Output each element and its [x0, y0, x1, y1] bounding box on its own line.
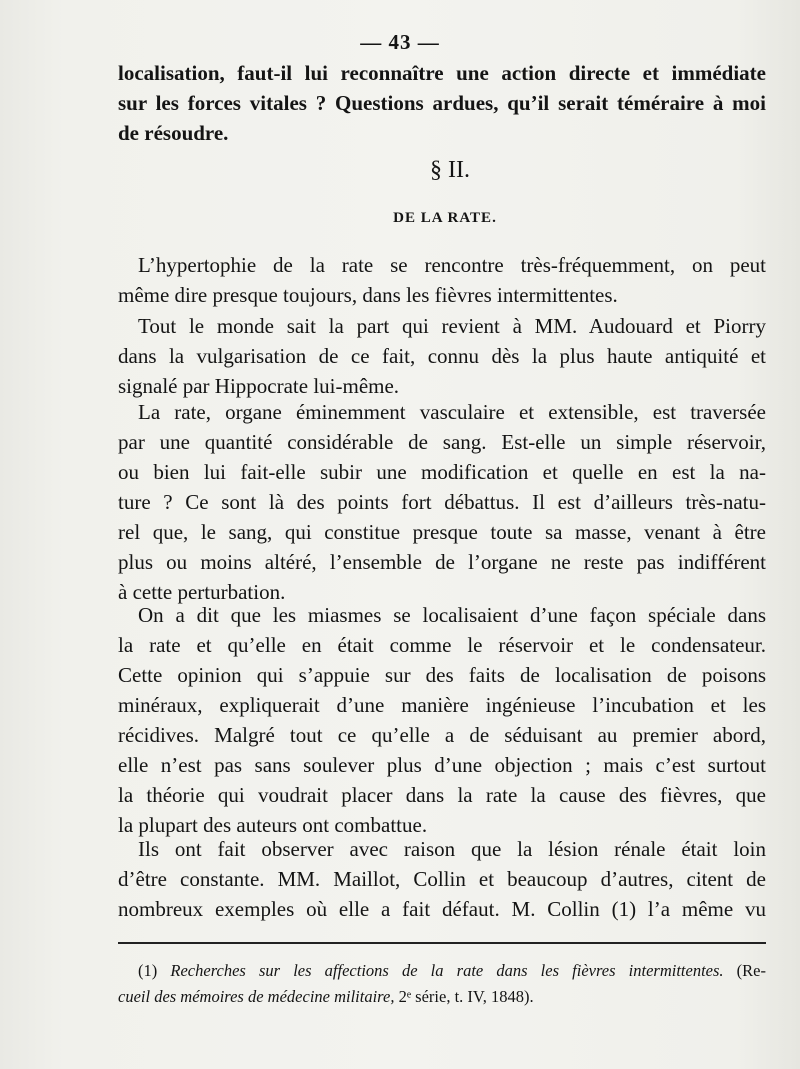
text-line: même dire presque toujours, dans les fièvres intermittentes.: [118, 283, 618, 307]
paragraph: [118, 600, 766, 840]
paragraph: [118, 250, 766, 310]
text-line: Tout le monde sait la part qui revient à MM. Audouard et Piorry: [138, 314, 766, 338]
footnote-marker: (1): [138, 961, 171, 980]
text-line: sur les forces vitales ? Questions ardues, qu’il serait téméraire à moi: [118, 91, 766, 115]
text-line: la plupart des auteurs ont combattue.: [118, 813, 428, 837]
opening-text: [118, 58, 766, 148]
text-line: L’hypertophie de la rate se rencontre très-fréquemment, on peut: [138, 253, 766, 277]
footnote-rule: [118, 942, 766, 944]
text-line: localisation, faut-il lui reconnaître une action directe et immédiate: [118, 61, 766, 85]
text-line: la théorie qui voudrait placer dans la rate la cause des fièvres, que: [118, 783, 766, 807]
text-line: ou bien lui fait-elle subir une modification et quelle en est la na-: [118, 460, 766, 484]
paragraph: [118, 397, 766, 607]
section-number: § II.: [430, 157, 470, 183]
footnote-text: 2ᵉ série, t. IV, 1848).: [394, 987, 534, 1006]
footnote-text: (Re-: [723, 961, 766, 980]
text-line: minéraux, expliquerait d’une manière ingénieuse l’incubation et les: [118, 693, 766, 717]
text-line: d’être constante. MM. Maillot, Collin et beaucoup d’autres, citent de: [118, 867, 766, 891]
text-line: plus ou moins altéré, l’ensemble de l’organe ne reste pas indifférent: [118, 550, 766, 574]
text-line: la rate et qu’elle en était comme le réservoir et le condensateur.: [118, 633, 766, 657]
footnote-source: cueil des mémoires de médecine militaire,: [118, 987, 395, 1006]
paragraph: [118, 311, 766, 401]
text-line: à cette perturbation.: [118, 580, 286, 604]
text-line: signalé par Hippocrate lui-même.: [118, 374, 400, 398]
footnote-title: Recherches sur les affections de la rate dans les fièvres intermittentes.: [170, 961, 724, 980]
text-line: Cette opinion qui s’appuie sur des faits de localisation de poisons: [118, 663, 766, 687]
page-number: — 43 —: [360, 30, 440, 54]
text-line: récidives. Malgré tout ce qu’elle a de séduisant au premier abord,: [118, 723, 766, 747]
text-line: nombreux exemples où elle a fait défaut. M. Collin (1) l’a même vu: [118, 897, 766, 921]
section-title: DE LA RATE.: [393, 210, 497, 226]
text-line: par une quantité considérable de sang. Est-elle un simple réservoir,: [118, 430, 766, 454]
text-line: On a dit que les miasmes se localisaient d’une façon spéciale dans: [138, 603, 766, 627]
text-line: ture ? Ce sont là des points fort débattus. Il est d’ailleurs très-natu-: [118, 490, 766, 514]
text-line: de résoudre.: [118, 121, 229, 145]
text-line: elle n’est pas sans soulever plus d’une objection ; mais c’est surtout: [118, 753, 766, 777]
text-line: Ils ont fait observer avec raison que la lésion rénale était loin: [138, 837, 766, 861]
footnote-line: [118, 984, 766, 1010]
text-line: rel que, le sang, qui constitue presque toute sa masse, venant à être: [118, 520, 766, 544]
footnote-line: [118, 958, 766, 984]
text-line: La rate, organe éminemment vasculaire et extensible, est traversée: [138, 400, 766, 424]
text-line: dans la vulgarisation de ce fait, connu dès la plus haute antiquité et: [118, 344, 766, 368]
footnote: [118, 958, 766, 1010]
paragraph: [118, 834, 766, 924]
